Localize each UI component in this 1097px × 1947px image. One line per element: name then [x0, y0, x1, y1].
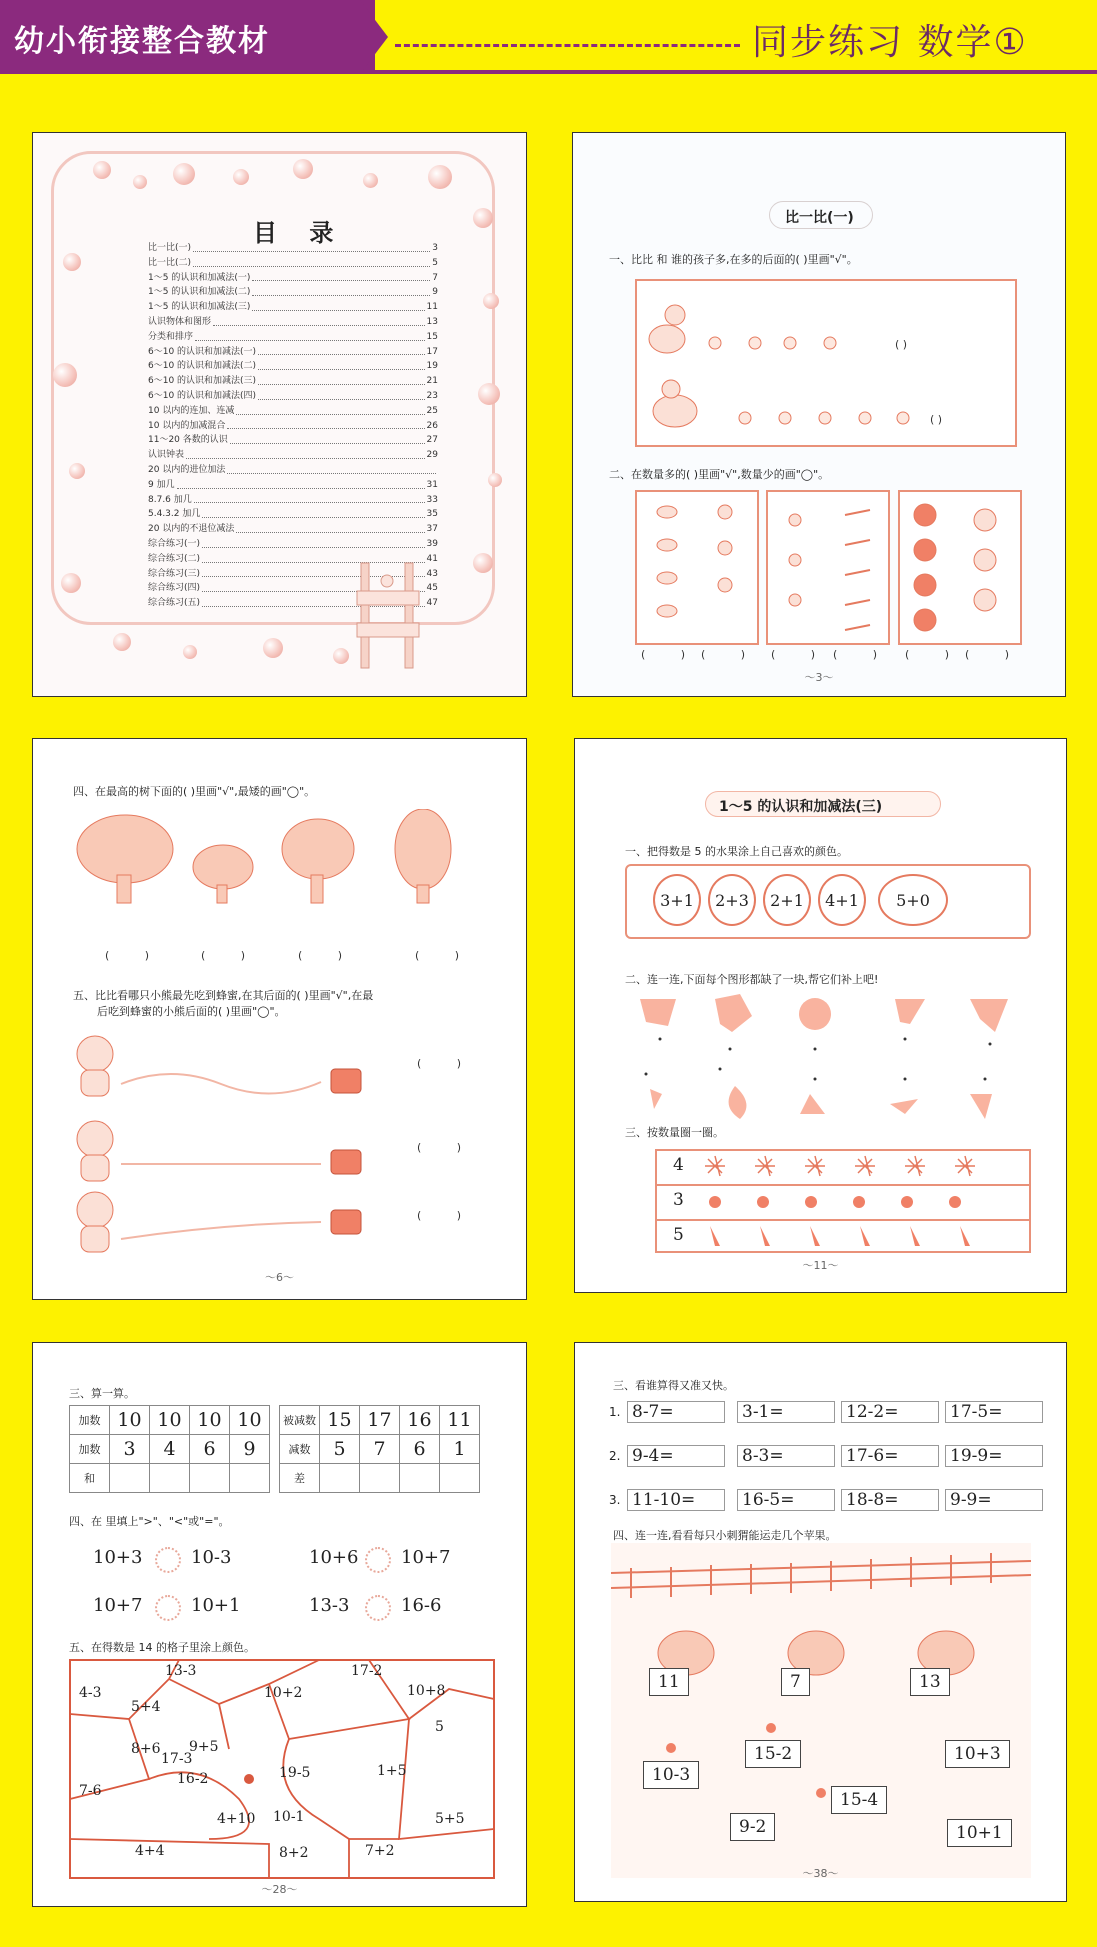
answer-paren: ( ) [641, 648, 702, 661]
maze-cell-label[interactable]: 7-6 [79, 1783, 102, 1799]
book-title: 同步练习 数学① [752, 22, 1028, 63]
banner-underline [0, 70, 1097, 74]
header-banner [0, 0, 1097, 74]
toc-entry[interactable] [148, 448, 438, 463]
row-number: 2. [609, 1449, 621, 1463]
shape-puzzle-illustration [640, 994, 1020, 1119]
cell: 1 [440, 1435, 480, 1464]
toc-entry-label: 分类和排序 [148, 331, 194, 342]
equation-box[interactable]: 16-5= [737, 1489, 835, 1511]
compare-right: 10+1 [191, 1595, 241, 1616]
toc-entry[interactable] [148, 345, 438, 360]
hedgehog-label: 7 [781, 1668, 810, 1696]
toc-entry-page: 23 [426, 390, 438, 401]
toc-entry-label: 8.7.6 加几 [148, 494, 192, 505]
toc-entry-label: 6～10 的认识和加减法(二) [148, 361, 257, 372]
counting-icons [695, 1151, 1025, 1251]
bubble [473, 553, 493, 573]
compare-right: 16-6 [401, 1595, 442, 1616]
banner-dashed-line [395, 44, 740, 47]
page-number: ～11～ [802, 1259, 839, 1272]
toc-entry-label: 6～10 的认识和加减法(四) [148, 390, 257, 401]
toc-entry-label: 综合练习(五) [148, 598, 201, 609]
bubble [133, 175, 147, 189]
question-1: 一、把得数是 5 的水果涂上自己喜欢的颜色。 [625, 845, 848, 858]
toc-title: 目 录 [253, 219, 346, 247]
fruit-expression[interactable]: 4+1 [818, 874, 866, 926]
bubble [183, 645, 197, 659]
equation-box[interactable]: 9-9= [945, 1489, 1043, 1511]
cell: 6 [190, 1435, 230, 1464]
bubble [483, 293, 499, 309]
answer-paren: ( ) [771, 648, 832, 661]
toc-entry-page: 7 [432, 272, 438, 283]
toc-entry-label: 5.4.3.2 加几 [148, 509, 201, 520]
answer-paren: ( ) [201, 949, 262, 962]
maze-cell-label[interactable]: 16-2 [177, 1771, 209, 1787]
equation-box[interactable]: 18-8= [841, 1489, 939, 1511]
row-header: 加数 [70, 1406, 110, 1435]
bubble [363, 173, 378, 188]
maze-cell-label[interactable]: 10+8 [407, 1683, 446, 1699]
page-11 [574, 738, 1067, 1293]
equation-box[interactable]: 17-6= [841, 1445, 939, 1467]
toc-leader-dots [236, 522, 424, 533]
compare-left: 10+6 [309, 1547, 359, 1568]
fruit-expression[interactable]: 2+1 [763, 874, 811, 926]
apple-label[interactable]: 9-2 [730, 1813, 775, 1841]
bubble [428, 165, 452, 189]
fruit-expression[interactable]: 5+0 [878, 874, 948, 926]
bubble [478, 383, 500, 405]
maze-cell-label[interactable]: 5 [435, 1719, 444, 1735]
toc-entry-page: 21 [426, 376, 438, 387]
answer-paren: ( ) [415, 949, 476, 962]
toc-entry-label: 9 加几 [148, 479, 175, 490]
toc-entry-page: 9 [432, 287, 438, 298]
toc-entry-label: 1～5 的认识和加减法(一) [148, 272, 251, 283]
page-3 [572, 132, 1066, 697]
answer-paren: ( ) [965, 648, 1026, 661]
toc-leader-dots [193, 256, 430, 267]
toc-entry-label: 综合练习(三) [148, 568, 201, 579]
cell: 6 [400, 1435, 440, 1464]
bubble [63, 253, 81, 271]
toc-entry-page: 29 [426, 450, 438, 461]
equation-box[interactable]: 3-1= [737, 1401, 835, 1423]
cell: 10 [230, 1406, 270, 1435]
answer-paren: ( ) [417, 1057, 478, 1070]
toc-leader-dots [258, 359, 424, 370]
cell: 16 [400, 1406, 440, 1435]
toc-entry-page: 15 [426, 331, 438, 342]
equation-box[interactable]: 9-4= [627, 1445, 725, 1467]
compare-circle[interactable] [155, 1547, 181, 1573]
answer-paren: ( ) [701, 648, 762, 661]
toc-leader-dots [186, 448, 425, 459]
maze-cell-label[interactable]: 4+10 [217, 1811, 256, 1827]
toc-entry-page: 47 [426, 598, 438, 609]
cell: 4 [150, 1435, 190, 1464]
question-3: 三、算一算。 [69, 1387, 135, 1400]
toc-entry[interactable] [148, 300, 438, 315]
question-5b: 后吃到蜂蜜的小熊后面的( )里画"◯"。 [97, 1005, 286, 1018]
toc-leader-dots [193, 241, 430, 252]
cell: 15 [320, 1406, 360, 1435]
page-number: ～6～ [265, 1271, 294, 1284]
toc-entry-page: 33 [426, 494, 438, 505]
apple-label[interactable]: 10+3 [945, 1740, 1010, 1768]
compare-right: 10-3 [191, 1547, 232, 1568]
bubble [488, 473, 502, 487]
question-1: 一、比比 和 谁的孩子多,在多的后面的( )里画"√"。 [609, 253, 858, 266]
cell: 11 [440, 1406, 480, 1435]
toc-leader-dots [258, 345, 424, 356]
maze-cell-label[interactable]: 8+2 [279, 1845, 309, 1861]
count-label: 3 [673, 1190, 684, 1210]
toc-entry[interactable] [148, 419, 438, 434]
answer-cell[interactable] [320, 1464, 360, 1493]
toc-leader-dots [195, 330, 425, 341]
question-3: 三、看谁算得又准又快。 [613, 1379, 734, 1392]
cell: 9 [230, 1435, 270, 1464]
hedgehog-label: 11 [649, 1668, 689, 1696]
toc-entry[interactable] [148, 433, 438, 448]
equation-box[interactable]: 8-3= [737, 1445, 835, 1467]
question-3: 三、按数量圈一圈。 [625, 1126, 724, 1139]
equation-box[interactable]: 17-5= [945, 1401, 1043, 1423]
subtraction-table [279, 1405, 480, 1493]
toc-entry[interactable] [148, 374, 438, 389]
toc-leader-dots [227, 463, 436, 474]
row-header: 差 [280, 1464, 320, 1493]
question-4: 四、连一连,看看每只小刺猬能运走几个苹果。 [613, 1529, 837, 1542]
equation-box[interactable]: 12-2= [841, 1401, 939, 1423]
page-number: ～3～ [804, 671, 834, 684]
row-number: 1. [609, 1405, 621, 1419]
bubble [173, 163, 195, 185]
toc-leader-dots [230, 433, 425, 444]
wooden-sign-illustration [353, 553, 423, 673]
duck-chicken-illustration [645, 293, 1005, 443]
row-header: 被减数 [280, 1406, 320, 1435]
trees-illustration [73, 809, 493, 919]
toc-entry-label: 认识钟表 [148, 450, 185, 461]
cell: 7 [360, 1435, 400, 1464]
toc-leader-dots [258, 389, 424, 400]
toc-leader-dots [202, 507, 424, 518]
answer-cell[interactable] [360, 1464, 400, 1493]
toc-entry-label: 综合练习(四) [148, 583, 201, 594]
bubble [293, 159, 313, 179]
maze-cell-label[interactable]: 8+6 [131, 1741, 161, 1757]
apple-label[interactable]: 15-4 [831, 1786, 887, 1814]
apple-label[interactable]: 10+1 [947, 1819, 1012, 1847]
cell: 17 [360, 1406, 400, 1435]
page-title: 1～5 的认识和加减法(三) [719, 799, 883, 815]
cell: 5 [320, 1435, 360, 1464]
question-5a: 五、比比看哪只小熊最先吃到蜂蜜,在其后面的( )里画"√",在最 [73, 989, 374, 1002]
svg-text:( ): ( ) [895, 338, 908, 351]
svg-text:( ): ( ) [930, 413, 943, 426]
toc-leader-dots [252, 300, 424, 311]
page-title: 比一比(一) [785, 210, 854, 226]
toc-leader-dots [236, 404, 424, 415]
toc-entry-label: 6～10 的认识和加减法(三) [148, 376, 257, 387]
maze-cell-label[interactable]: 17-3 [161, 1751, 193, 1767]
bubble [263, 638, 283, 658]
page-38 [574, 1342, 1067, 1902]
toc-entry[interactable] [148, 241, 438, 256]
equation-box[interactable]: 19-9= [945, 1445, 1043, 1467]
toc-entry-page: 19 [426, 361, 438, 372]
hedgehog-label: 13 [910, 1668, 950, 1696]
toc-leader-dots [177, 478, 425, 489]
answer-cell[interactable] [440, 1464, 480, 1493]
compare-circle[interactable] [155, 1595, 181, 1621]
toc-entry-page: 25 [426, 405, 438, 416]
bears-honey-illustration [71, 1024, 401, 1264]
page-6 [32, 738, 527, 1300]
page-number: ～38～ [802, 1867, 839, 1880]
maze-cell-label[interactable]: 5+4 [131, 1699, 161, 1715]
question-4: 四、在最高的树下面的( )里画"√",最矮的画"◯"。 [73, 785, 316, 798]
toc-entry-page: 37 [426, 524, 438, 535]
row-header: 加数 [70, 1435, 110, 1464]
toc-entry-page: 5 [432, 257, 438, 268]
maze-cell-label[interactable]: 10+2 [264, 1685, 303, 1701]
toc-entry-page: 41 [426, 553, 438, 564]
toc-entry-label: 1～5 的认识和加减法(三) [148, 302, 251, 313]
toc-entry[interactable] [148, 493, 438, 508]
bubble [53, 363, 77, 387]
compare-left: 13-3 [309, 1595, 350, 1616]
maze-cell-label[interactable]: 10-1 [273, 1809, 305, 1825]
answer-paren: ( ) [298, 949, 359, 962]
equation-box[interactable]: 11-10= [627, 1489, 725, 1511]
maze-cell-label[interactable]: 9+5 [189, 1739, 219, 1755]
compare-circle[interactable] [365, 1547, 391, 1573]
bubble [69, 463, 85, 479]
question-2: 二、在数量多的( )里画"√",数量少的画"◯"。 [609, 468, 830, 481]
toc-leader-dots [227, 419, 424, 430]
answer-paren: ( ) [417, 1141, 478, 1154]
toc-entry-label: 10 以内的连加、连减 [148, 405, 235, 416]
answer-cell[interactable] [400, 1464, 440, 1493]
answer-cell[interactable] [230, 1464, 270, 1493]
fruit-expression[interactable]: 2+3 [708, 874, 756, 926]
toc-entry[interactable] [148, 522, 438, 537]
toc-entry-label: 比一比(二) [148, 257, 192, 268]
toc-leader-dots [194, 493, 425, 504]
toc-entry-page: 3 [432, 243, 438, 253]
page-number: ～28～ [261, 1883, 298, 1896]
toc-entry-page: 45 [426, 583, 438, 594]
question-5: 五、在得数是 14 的格子里涂上颜色。 [69, 1641, 255, 1654]
toc-leader-dots [258, 374, 424, 385]
toc-entry-label: 1～5 的认识和加减法(二) [148, 287, 251, 298]
question-4: 四、在 里填上">"、"<"或"="。 [69, 1515, 230, 1528]
answer-paren: ( ) [417, 1209, 478, 1222]
toc-entry[interactable] [148, 463, 438, 478]
maze-cell-label[interactable]: 13-3 [165, 1663, 197, 1679]
toc-entry[interactable] [148, 537, 438, 552]
maze-cell-label[interactable]: 4-3 [79, 1685, 102, 1701]
compare-circle[interactable] [365, 1595, 391, 1621]
toc-entry-label: 综合练习(一) [148, 538, 201, 549]
banner-arrow [360, 0, 388, 74]
equation-box[interactable]: 8-7= [627, 1401, 725, 1423]
toc-entry[interactable] [148, 478, 438, 493]
toc-entry-label: 20 以内的进位加法 [148, 464, 226, 475]
maze-cell-label[interactable]: 1+5 [377, 1763, 407, 1779]
answer-paren: ( ) [105, 949, 166, 962]
series-title: 幼小衔接整合教材 [14, 24, 270, 59]
row-header: 减数 [280, 1435, 320, 1464]
toc-entry[interactable] [148, 359, 438, 374]
toc-leader-dots [202, 537, 425, 548]
toc-entry-label: 比一比(一) [148, 243, 192, 253]
toc-leader-dots [252, 285, 430, 296]
maze-cell-label[interactable]: 4+4 [135, 1843, 165, 1859]
cell: 10 [150, 1406, 190, 1435]
toc-entry-label: 认识物体和图形 [148, 316, 212, 327]
bubble [93, 161, 111, 179]
fruit-expression[interactable]: 3+1 [653, 874, 701, 926]
toc-entry[interactable] [148, 315, 438, 330]
toc-entry[interactable] [148, 404, 438, 419]
compare-left: 10+3 [93, 1547, 143, 1568]
cell: 10 [110, 1406, 150, 1435]
toc-entry-label: 综合练习(二) [148, 553, 201, 564]
bubble [61, 573, 81, 593]
apple-label[interactable]: 10-3 [643, 1761, 699, 1789]
addition-table [69, 1405, 270, 1493]
bubble [333, 648, 349, 664]
toc-entry[interactable] [148, 285, 438, 300]
answer-cell[interactable] [110, 1464, 150, 1493]
page-28 [32, 1342, 527, 1907]
bubble [473, 208, 493, 228]
toc-entry-label: 20 以内的不退位减法 [148, 524, 235, 535]
toc-page [32, 132, 527, 697]
answer-cell[interactable] [190, 1464, 230, 1493]
maze-cell-label[interactable]: 17-2 [351, 1663, 383, 1679]
bubble [233, 169, 249, 185]
toc-entry[interactable] [148, 389, 438, 404]
count-label: 4 [673, 1155, 684, 1175]
maze-cell-label[interactable]: 5+5 [435, 1811, 465, 1827]
answer-cell[interactable] [150, 1464, 190, 1493]
toc-entry-label: 11～20 各数的认识 [148, 435, 228, 446]
toc-leader-dots [252, 271, 430, 282]
row-header: 和 [70, 1464, 110, 1493]
toc-entry-page: 39 [426, 538, 438, 549]
apple-label[interactable]: 15-2 [745, 1740, 801, 1768]
toc-entry[interactable] [148, 271, 438, 286]
toc-entry-page: 27 [426, 435, 438, 446]
toc-entry-page: 31 [426, 479, 438, 490]
toc-entry-page: 11 [426, 302, 438, 313]
toc-entry-label: 10 以内的加减混合 [148, 420, 226, 431]
count-label: 5 [673, 1225, 684, 1245]
answer-paren: ( ) [833, 648, 894, 661]
toc-entry-label: 6～10 的认识和加减法(一) [148, 346, 257, 357]
toc-entry[interactable] [148, 256, 438, 271]
maze-cell-label[interactable]: 19-5 [279, 1765, 311, 1781]
bubble [113, 633, 131, 651]
counting-objects [635, 490, 1023, 645]
answer-paren: ( ) [905, 648, 966, 661]
compare-right: 10+7 [401, 1547, 451, 1568]
question-2: 二、连一连,下面每个图形都缺了一块,帮它们补上吧! [625, 973, 879, 986]
toc-entry[interactable] [148, 507, 438, 522]
cell: 10 [190, 1406, 230, 1435]
compare-left: 10+7 [93, 1595, 143, 1616]
maze-cell-label[interactable]: 7+2 [365, 1843, 395, 1859]
cell: 3 [110, 1435, 150, 1464]
toc-entry-page: 17 [426, 346, 438, 357]
toc-entry-page: 13 [426, 316, 438, 327]
toc-leader-dots [213, 315, 425, 326]
toc-entry-page: 26 [426, 420, 438, 431]
toc-entry-page: 35 [426, 509, 438, 520]
toc-entry-page: 43 [426, 568, 438, 579]
row-number: 3. [609, 1493, 621, 1507]
toc-entry[interactable] [148, 330, 438, 345]
